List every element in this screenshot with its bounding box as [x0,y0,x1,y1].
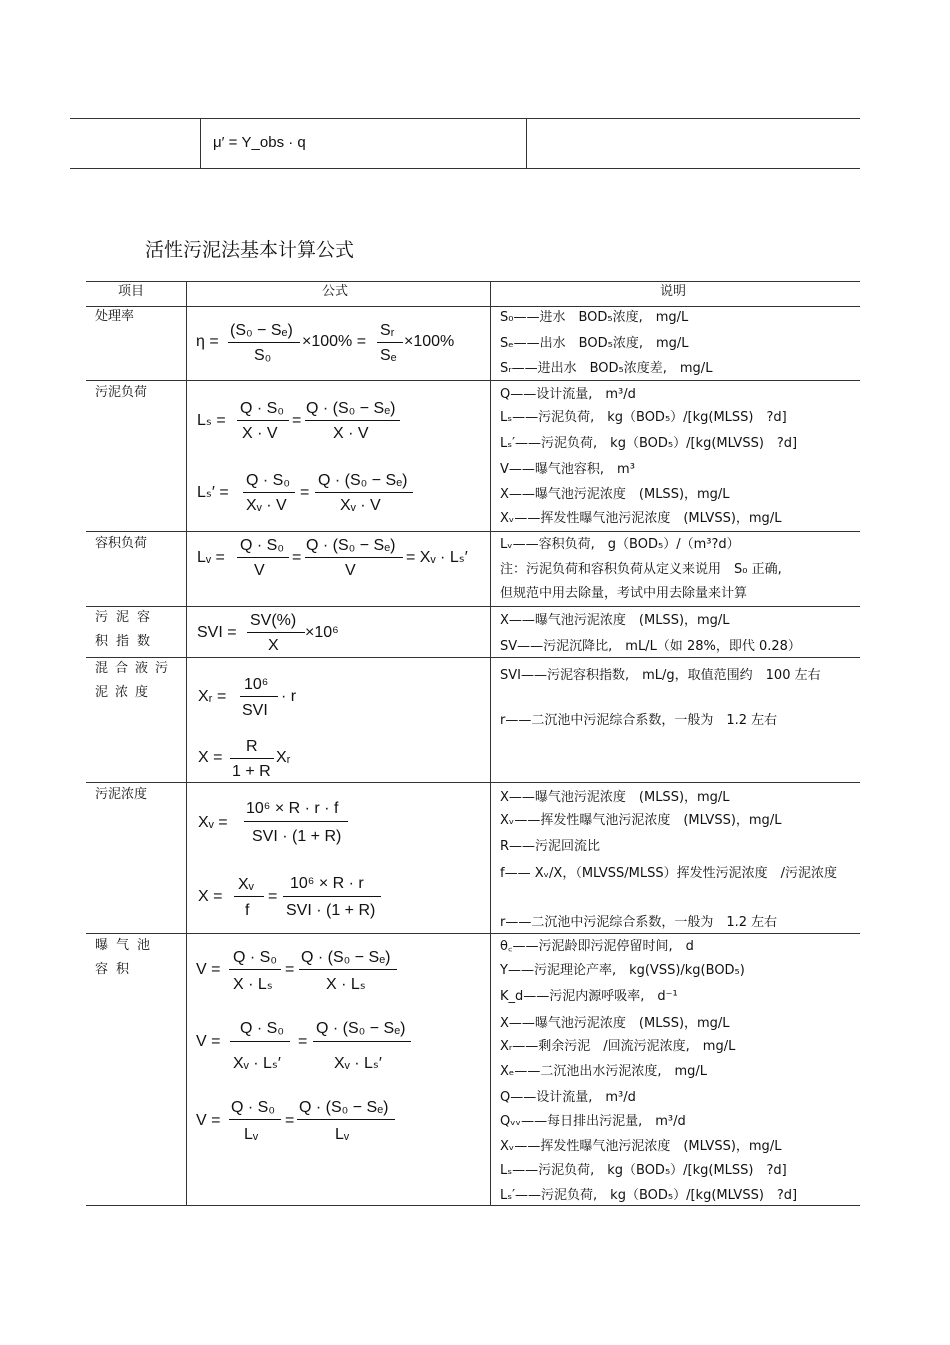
desc-line: Qᵥᵥ——每日排出污泥量, m³/d [500,1114,686,1129]
eta-tail: ×100% [404,333,455,350]
desc-line: S₀——进水 BOD₅浓度, mg/L [500,310,689,325]
v2-denominator-1: Xᵥ · Lₛ′ [233,1055,281,1072]
desc-line: Q——设计流量, m³/d [500,387,636,402]
eta-lhs: η = [196,333,219,350]
xv-denominator: SVI · (1 + R) [252,828,342,845]
x-fraction-bar [230,758,274,759]
v1-numerator-1: Q · S₀ [233,949,277,966]
x2-fraction-bar-1 [234,896,264,897]
desc-line: SVI——污泥容积指数, mL/g，取值范围约 100 左右 [500,668,821,683]
x2-denominator-2: SVI · (1 + R) [286,902,376,919]
x-lhs: X = [198,749,223,766]
svi-numerator: SV(%) [250,612,297,629]
page-title: 活性污泥法基本计算公式 [145,239,355,261]
desc-line: SV——污泥沉降比, mL/L（如 28%，即代 0.28） [500,639,801,654]
desc-line: Y——污泥理论产率, kg(VSS)/kg(BOD₅) [500,963,745,978]
xr-tail: · r [281,688,297,705]
lsp-fraction-bar-1 [243,492,295,493]
svi-denominator: X [268,637,279,654]
ls-numerator-2: Q · (S₀ − Sₑ) [306,400,396,417]
v3-fraction-bar-1 [229,1119,281,1120]
mu-formula: μ′ = Y_obs · q [213,134,306,151]
desc-line: 注：污泥负荷和容积负荷从定义来说用 S₀ 正确, [500,562,782,577]
xr-denominator: SVI [242,702,268,719]
xv-lhs: Xᵥ = [198,814,228,831]
row-border-4 [86,657,860,658]
lsp-numerator-1: Q · S₀ [246,472,290,489]
row-border-3 [86,606,860,607]
row-border-6 [86,933,860,934]
lv-fraction-bar-1 [237,557,289,558]
lv-numerator-1: Q · S₀ [240,537,284,554]
desc-line: Lₛ——污泥负荷, kg（BOD₅）/[kg(MLSS) ?d] [500,410,787,425]
v3-denominator-2: Lᵥ [335,1126,350,1143]
ls-lhs: Lₛ = [197,412,226,429]
header-bottom-border [86,306,860,307]
svi-tail: ×10⁶ [305,624,339,641]
header-desc: 说明 [660,284,687,299]
row-border-1 [86,380,860,381]
desc-line: Xᵥ——挥发性曝气池污泥浓度 (MLVSS)，mg/L [500,813,782,828]
x2-numerator-1: Xᵥ [238,876,254,893]
desc-line: r——二沉池中污泥综合系数，一般为 1.2 左右 [500,915,778,930]
eta-denominator-2: Sₑ [380,347,397,364]
lv-fraction-bar-2 [305,557,403,558]
desc-line: V——曝气池容积, m³ [500,462,635,477]
lsp-lhs: Lₛ′ = [197,484,229,501]
lsp-eq-2: = [300,484,310,501]
x2-fraction-bar-2 [283,896,381,897]
v1-fraction-bar-2 [299,969,397,970]
eta-fraction-bar-2 [377,342,403,343]
lsp-denominator-1: Xᵥ · V [246,497,287,514]
lv-tail: = Xᵥ · Lₛ′ [406,549,468,566]
desc-line: Xᵥ——挥发性曝气池污泥浓度 (MLVSS)，mg/L [500,1139,782,1154]
row-label-removal-rate: 处理率 [95,309,135,324]
v1-lhs: V = [196,961,221,978]
x2-denominator-1: f [245,902,250,919]
x2-lhs: X = [198,888,223,905]
top-table-top-border [70,118,860,119]
table-bottom-border [86,1205,860,1206]
xr-fraction-bar [240,696,278,697]
v1-eq-2: = [285,961,295,978]
row-border-2 [86,531,860,532]
eta-numerator-1: (S₀ − Sₑ) [230,322,293,339]
lsp-numerator-2: Q · (S₀ − Sₑ) [318,472,408,489]
desc-line: Lᵥ——容积负荷, g（BOD₅）/（m³?d） [500,537,740,552]
v2-denominator-2: Xᵥ · Lₛ′ [334,1055,382,1072]
desc-line: 但规范中用去除量，考试中用去除量来计算 [500,586,748,601]
lsp-fraction-bar-2 [315,492,413,493]
lv-numerator-2: Q · (S₀ − Sₑ) [306,537,396,554]
desc-line: Lₛ′——污泥负荷, kg（BOD₅）/[kg(MLVSS) ?d] [500,436,798,451]
top-table-divider-2 [526,118,527,169]
v2-numerator-2: Q · (S₀ − Sₑ) [316,1020,406,1037]
desc-line: Xₑ——二沉池出水污泥浓度, mg/L [500,1064,707,1079]
v2-lhs: V = [196,1033,221,1050]
ls-eq-2: = [292,412,302,429]
x-denominator: 1 + R [232,763,271,780]
ls-fraction-bar-1 [237,420,289,421]
xv-numerator: 10⁶ × R · r · f [246,800,339,817]
top-table-divider-1 [200,118,201,169]
x2-eq-2: = [268,888,278,905]
x2-numerator-2: 10⁶ × R · r [290,875,364,892]
svi-lhs: SVI = [197,624,237,641]
v2-eq-2: = [298,1033,308,1050]
row-label-volume-load: 容积负荷 [95,536,148,551]
eta-mid: ×100% = [302,333,367,350]
desc-line: X——曝气池污泥浓度 (MLSS)，mg/L [500,1016,730,1031]
header-formula: 公式 [322,284,349,299]
svi-fraction-bar [247,632,305,633]
desc-line: Xᵥ——挥发性曝气池污泥浓度 (MLVSS)，mg/L [500,511,782,526]
v1-denominator-2: X · Lₛ [326,976,366,993]
desc-line: X——曝气池污泥浓度 (MLSS)，mg/L [500,613,730,628]
desc-line: Xᵣ——剩余污泥 /回流污泥浓度, mg/L [500,1039,736,1054]
v3-lhs: V = [196,1112,221,1129]
v1-fraction-bar-1 [229,969,281,970]
row-label-aeration-volume: 曝气池容积 [95,938,159,977]
x-tail: Xᵣ [276,749,291,766]
v1-denominator-1: X · Lₛ [233,976,273,993]
top-table-bottom-border [70,168,860,169]
ls-denominator-2: X · V [333,425,369,442]
row-border-5 [86,782,860,783]
xr-lhs: Xᵣ = [198,688,227,705]
lsp-denominator-2: Xᵥ · V [340,497,381,514]
row-label-sludge-conc: 污泥浓度 [95,787,148,802]
ls-numerator-1: Q · S₀ [240,400,284,417]
lv-eq-2: = [292,549,302,566]
row-label-sludge-load: 污泥负荷 [95,385,148,400]
col-divider-1 [186,281,187,1206]
row-label-svi: 污泥容积指数 [95,610,159,649]
v3-numerator-2: Q · (S₀ − Sₑ) [299,1099,389,1116]
v3-fraction-bar-2 [297,1119,395,1120]
desc-line: f—— Xᵥ/X，（MLVSS/MLSS）挥发性污泥浓度 /污泥浓度 [500,866,837,881]
desc-line: R——污泥回流比 [500,839,601,854]
col-divider-2 [490,281,491,1206]
desc-line: Lₛ′——污泥负荷, kg（BOD₅）/[kg(MLVSS) ?d] [500,1188,798,1203]
ls-fraction-bar-2 [305,420,400,421]
v2-fraction-bar-1 [230,1041,290,1042]
eta-fraction-bar-1 [228,342,300,343]
xr-numerator: 10⁶ [244,676,269,693]
v2-numerator-1: Q · S₀ [240,1020,284,1037]
xv-fraction-bar [244,821,348,822]
row-label-mixed-liquor: 混合液污泥浓度 [95,661,176,700]
desc-line: Sₑ——出水 BOD₅浓度, mg/L [500,336,689,351]
eta-denominator-1: S₀ [254,347,272,364]
x-numerator: R [246,738,258,755]
header-item: 项目 [118,284,145,299]
v3-denominator-1: Lᵥ [244,1126,259,1143]
desc-line: Q——设计流量, m³/d [500,1090,636,1105]
v3-numerator-1: Q · S₀ [231,1099,275,1116]
v3-eq-2: = [285,1112,295,1129]
lv-denominator-1: V [254,562,265,579]
desc-line: Lₛ——污泥负荷, kg（BOD₅）/[kg(MLSS) ?d] [500,1163,787,1178]
desc-line: X——曝气池污泥浓度 (MLSS)，mg/L [500,487,730,502]
desc-line: X——曝气池污泥浓度 (MLSS)，mg/L [500,790,730,805]
desc-line: Sᵣ——进出水 BOD₅浓度差, mg/L [500,361,713,376]
desc-line: θ꜀——污泥龄即污泥停留时间, d [500,939,694,954]
v2-fraction-bar-2 [313,1041,411,1042]
ls-denominator-1: X · V [242,425,278,442]
table-top-border [86,281,860,282]
desc-line: r——二沉池中污泥综合系数，一般为 1.2 左右 [500,713,778,728]
lv-lhs: Lᵥ = [197,549,225,566]
lv-denominator-2: V [345,562,356,579]
v1-numerator-2: Q · (S₀ − Sₑ) [301,949,391,966]
eta-numerator-2: Sᵣ [380,322,395,339]
desc-line: K_d——污泥内源呼吸率, d⁻¹ [500,989,678,1004]
